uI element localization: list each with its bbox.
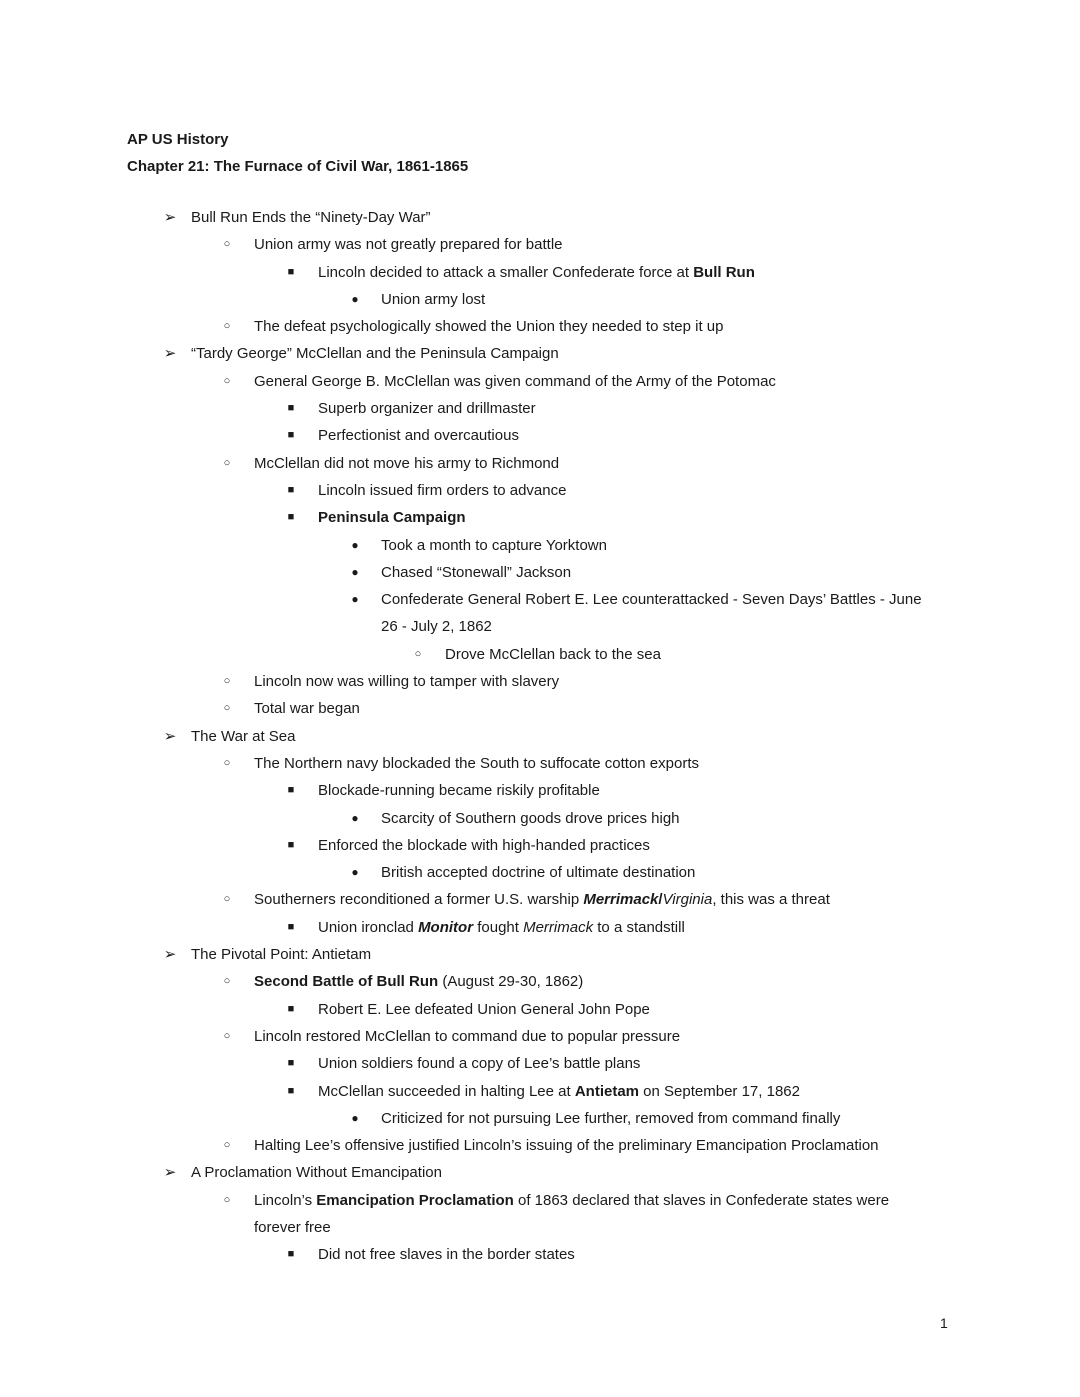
outline-item-level-4 — [0, 859, 931, 886]
bullet-icon: ■ — [287, 265, 295, 278]
outline-list — [0, 204, 1080, 1269]
text-segment: Antietam — [574, 1082, 640, 1100]
bullet-icon: ○ — [223, 320, 231, 333]
bullet-icon: ○ — [223, 374, 231, 387]
outline-item-text — [351, 859, 931, 886]
outline-item-level-5 — [0, 641, 931, 668]
text-segment: The War at Sea — [191, 727, 296, 745]
page-number: 1 — [940, 1315, 948, 1331]
outline-item-level-4 — [0, 1105, 931, 1132]
outline-item-text — [223, 368, 931, 395]
bullet-icon: ● — [351, 564, 359, 579]
outline-item-text — [223, 1023, 931, 1050]
text-segment: The Northern navy blockaded the South to suffocate cotton exports — [254, 754, 699, 772]
outline-item-level-2 — [0, 1187, 931, 1242]
text-segment: Union soldiers found a copy of Lee’s battle plans — [318, 1055, 641, 1073]
bullet-icon: ■ — [287, 784, 295, 797]
text-segment: Took a month to capture Yorktown — [381, 536, 607, 554]
text-segment: Merrimack — [583, 891, 659, 909]
outline-item-text — [287, 1241, 931, 1268]
bullet-icon: ■ — [287, 429, 295, 442]
text-segment: Lincoln’s — [254, 1191, 317, 1209]
text-segment: Confederate General Robert E. Lee counterattacked - Seven Days’ Battles - June 26 - July 2, 1862 — [381, 591, 922, 636]
text-segment: McClellan succeeded in halting Lee at — [318, 1082, 575, 1100]
outline-item-text — [351, 286, 931, 313]
text-segment: Enforced the blockade with high-handed practices — [318, 836, 650, 854]
outline-item-level-3 — [0, 777, 931, 804]
outline-item-level-2 — [0, 750, 931, 777]
outline-item-text — [287, 477, 931, 504]
outline-item-level-3 — [0, 395, 931, 422]
text-segment: on September 17, 1862 — [639, 1082, 800, 1100]
text-segment: Southerners reconditioned a former U.S. warship — [254, 891, 584, 909]
text-segment: / — [658, 891, 663, 909]
text-segment: to a standstill — [593, 918, 685, 936]
text-segment: (August 29-30, 1862) — [438, 973, 584, 991]
outline-item-level-2 — [0, 231, 931, 258]
bullet-icon: ➢ — [163, 1164, 177, 1182]
outline-item-text — [223, 1187, 931, 1242]
text-segment: Lincoln issued firm orders to advance — [318, 481, 567, 499]
bullet-icon: ○ — [223, 893, 231, 906]
text-segment: The Pivotal Point: Antietam — [191, 946, 372, 964]
outline-item-text — [223, 231, 931, 258]
course-title: AP US History — [127, 131, 229, 148]
bullet-icon: ➢ — [163, 209, 177, 226]
text-segment: Total war began — [254, 700, 360, 718]
outline-item-text — [414, 641, 931, 668]
outline-item-text — [223, 886, 931, 913]
outline-item-level-3 — [0, 1241, 931, 1268]
outline-item-level-3 — [0, 914, 931, 941]
bullet-icon: ● — [351, 291, 359, 306]
bullet-icon: ■ — [287, 402, 295, 415]
bullet-icon: ● — [351, 1110, 359, 1125]
outline-item-text — [223, 1132, 931, 1159]
outline-item-level-3 — [0, 832, 931, 859]
outline-item-level-2 — [0, 695, 931, 722]
outline-item-level-2 — [0, 1132, 931, 1159]
text-segment: Drove McClellan back to the sea — [445, 645, 661, 663]
outline-item-level-2 — [0, 450, 931, 477]
bullet-icon: ○ — [223, 675, 231, 688]
text-segment: Bull Run — [693, 263, 755, 281]
text-segment: Halting Lee’s offensive justified Lincoln’s issuing of the preliminary Emancipation Proclamation — [254, 1137, 879, 1155]
outline-item-text — [163, 204, 931, 231]
text-segment: Scarcity of Southern goods drove prices high — [381, 809, 680, 827]
text-segment: Did not free slaves in the border states — [318, 1246, 575, 1264]
outline-item-text — [287, 1078, 931, 1105]
outline-item-level-3 — [0, 1078, 931, 1105]
text-segment: Second Battle of Bull Run — [254, 973, 439, 991]
outline-item-level-1 — [0, 340, 931, 367]
bullet-icon: ○ — [223, 702, 231, 715]
bullet-icon: ■ — [287, 1248, 295, 1261]
outline-item-level-4 — [0, 805, 931, 832]
outline-item-level-3 — [0, 1050, 931, 1077]
bullet-icon: ■ — [287, 483, 295, 496]
outline-item-text — [351, 1105, 931, 1132]
text-segment: Blockade-running became riskily profitable — [318, 782, 600, 800]
outline-item-level-3 — [0, 259, 931, 286]
text-segment: Perfectionist and overcautious — [318, 427, 519, 445]
outline-item-level-1 — [0, 204, 931, 231]
chapter-title: Chapter 21: The Furnace of Civil War, 1861-1865 — [127, 158, 469, 176]
text-segment: The defeat psychologically showed the Union they needed to step it up — [254, 318, 724, 336]
text-segment: fought — [473, 918, 524, 936]
outline-item-level-1 — [0, 1159, 931, 1186]
bullet-icon: ➢ — [163, 727, 177, 745]
outline-item-text — [287, 422, 931, 449]
outline-item-level-2 — [0, 368, 931, 395]
outline-item-level-2 — [0, 313, 931, 340]
outline-item-text — [287, 395, 931, 422]
outline-item-level-2 — [0, 968, 931, 995]
bullet-icon: ■ — [287, 1002, 295, 1015]
text-segment: Virginia — [662, 891, 713, 909]
text-segment: Lincoln now was willing to tamper with slavery — [254, 673, 560, 691]
outline-item-text — [287, 914, 931, 941]
bullet-icon: ■ — [287, 1057, 295, 1070]
bullet-icon: ○ — [223, 1193, 231, 1206]
outline-item-text — [287, 777, 931, 804]
outline-item-level-2 — [0, 886, 931, 913]
outline-item-level-3 — [0, 504, 931, 531]
text-segment: Merrimack — [523, 918, 594, 936]
outline-item-text — [351, 586, 931, 641]
text-segment: Chased “Stonewall” Jackson — [381, 563, 572, 581]
text-segment: Union army was not greatly prepared for battle — [254, 236, 563, 254]
outline-item-level-2 — [0, 668, 931, 695]
text-segment: Robert E. Lee defeated Union General John Pope — [318, 1000, 650, 1018]
outline-item-level-4 — [0, 286, 931, 313]
text-segment: of 1863 declared that slaves in Confederate states were forever free — [254, 1191, 890, 1236]
bullet-icon: ○ — [223, 975, 231, 988]
outline-item-text — [223, 668, 931, 695]
outline-item-level-2 — [0, 1023, 931, 1050]
outline-item-text — [163, 941, 931, 968]
bullet-icon: ● — [351, 865, 359, 880]
bullet-icon: ○ — [414, 647, 422, 660]
bullet-icon: ● — [351, 537, 359, 552]
bullet-icon: ○ — [223, 756, 231, 769]
bullet-icon: ● — [351, 592, 359, 607]
bullet-icon: ■ — [287, 1084, 295, 1097]
outline-item-text — [223, 968, 931, 995]
outline-item-text — [287, 1050, 931, 1077]
text-segment: Union ironclad — [318, 918, 419, 936]
outline-item-level-3 — [0, 422, 931, 449]
text-segment: Criticized for not pursuing Lee further, removed from command finally — [381, 1109, 841, 1127]
text-segment: British accepted doctrine of ultimate destination — [381, 864, 696, 882]
outline-item-text — [223, 750, 931, 777]
outline-item-level-3 — [0, 996, 931, 1023]
outline-item-text — [287, 832, 931, 859]
bullet-icon: ■ — [287, 511, 295, 524]
bullet-icon: ■ — [287, 838, 295, 851]
text-segment: Union army lost — [381, 290, 486, 308]
outline-item-level-4 — [0, 559, 931, 586]
text-segment: Bull Run Ends the “Ninety-Day War” — [191, 209, 431, 226]
outline-item-text — [223, 450, 931, 477]
bullet-icon: ○ — [223, 1139, 231, 1152]
outline-item-text — [287, 259, 931, 286]
text-segment: Lincoln decided to attack a smaller Confederate force at — [318, 263, 694, 281]
text-segment: Peninsula Campaign — [318, 509, 466, 527]
outline-item-text — [163, 340, 931, 367]
text-segment: , this was a threat — [712, 891, 830, 909]
bullet-icon: ○ — [223, 1029, 231, 1042]
outline-item-text — [223, 695, 931, 722]
text-segment: General George B. McClellan was given command of the Army of the Potomac — [254, 372, 776, 390]
outline-item-text — [163, 1159, 931, 1186]
outline-item-text — [163, 723, 931, 750]
bullet-icon: ○ — [223, 238, 231, 251]
bullet-icon: ○ — [223, 456, 231, 469]
bullet-icon: ➢ — [163, 345, 177, 363]
text-segment: Superb organizer and drillmaster — [318, 400, 536, 418]
bullet-icon: ➢ — [163, 946, 177, 964]
outline-item-text — [287, 996, 931, 1023]
outline-item-level-4 — [0, 586, 931, 641]
outline-item-text — [351, 559, 931, 586]
outline-item-level-3 — [0, 477, 931, 504]
text-segment: Lincoln restored McClellan to command due to popular pressure — [254, 1027, 681, 1045]
text-segment: McClellan did not move his army to Richmond — [254, 454, 560, 472]
outline-item-text — [287, 504, 931, 531]
text-segment: “Tardy George” McClellan and the Peninsula Campaign — [191, 345, 559, 363]
bullet-icon: ● — [351, 810, 359, 825]
outline-item-text — [351, 532, 931, 559]
bullet-icon: ■ — [287, 920, 295, 933]
text-segment: A Proclamation Without Emancipation — [191, 1164, 442, 1182]
text-segment: Emancipation Proclamation — [316, 1191, 514, 1209]
outline-item-text — [351, 805, 931, 832]
text-segment: Monitor — [418, 918, 474, 936]
outline-item-level-1 — [0, 941, 931, 968]
outline-item-text — [223, 313, 931, 340]
document-header — [127, 126, 468, 181]
outline-item-level-1 — [0, 723, 931, 750]
outline-item-level-4 — [0, 532, 931, 559]
